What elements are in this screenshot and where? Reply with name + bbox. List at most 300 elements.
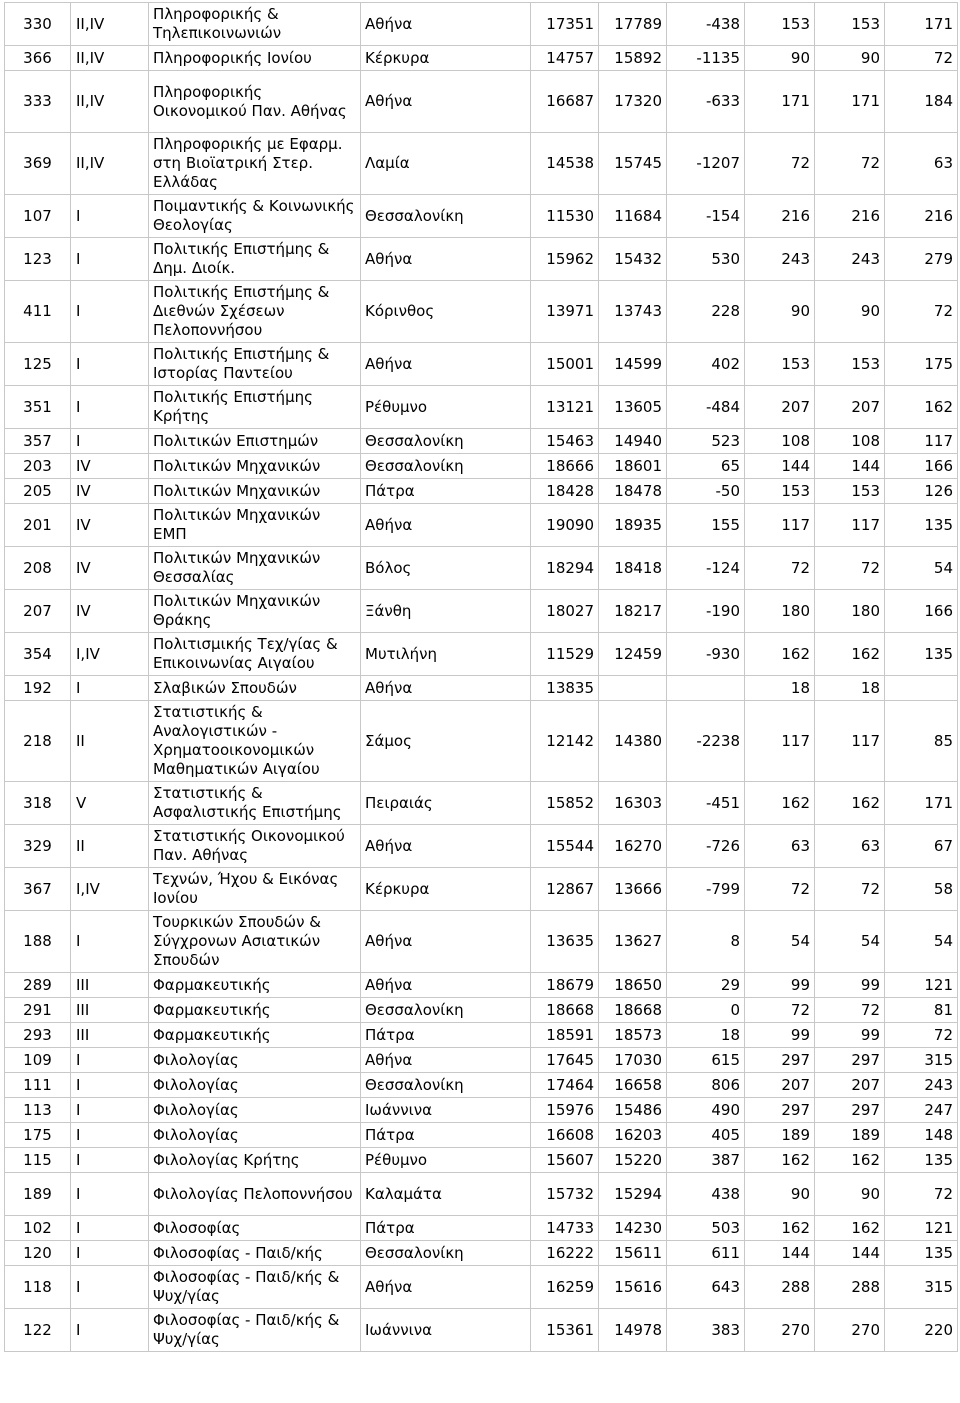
row-positions-2: 270 <box>815 1309 885 1352</box>
row-positions-2: 216 <box>815 195 885 238</box>
row-positions-1: 72 <box>745 547 815 590</box>
row-base-previous: 14230 <box>599 1216 667 1241</box>
table-row <box>5 911 958 973</box>
row-city: Θεσσαλονίκη <box>361 454 531 479</box>
row-field: V <box>71 782 149 825</box>
table-row <box>5 133 958 195</box>
row-field: I <box>71 1241 149 1266</box>
row-field: IV <box>71 504 149 547</box>
row-positions-1: 72 <box>745 868 815 911</box>
row-base-current: 18428 <box>531 479 599 504</box>
row-positions-3: 171 <box>885 782 958 825</box>
row-department: Φαρμακευτικής <box>149 973 361 998</box>
row-field: III <box>71 973 149 998</box>
row-code: 125 <box>5 343 71 386</box>
row-positions-1: 189 <box>745 1123 815 1148</box>
table-row <box>5 71 958 133</box>
row-base-current: 13835 <box>531 676 599 701</box>
row-code: 351 <box>5 386 71 429</box>
row-base-previous: 18217 <box>599 590 667 633</box>
row-difference: -799 <box>667 868 745 911</box>
row-field: II <box>71 701 149 782</box>
row-code: 192 <box>5 676 71 701</box>
row-field: I <box>71 195 149 238</box>
row-city: Ιωάννινα <box>361 1098 531 1123</box>
row-code: 113 <box>5 1098 71 1123</box>
row-positions-2: 108 <box>815 429 885 454</box>
row-field: I <box>71 1173 149 1216</box>
row-positions-3: 54 <box>885 547 958 590</box>
row-code: 189 <box>5 1173 71 1216</box>
row-base-previous: 18478 <box>599 479 667 504</box>
row-department: Φιλοσοφίας - Παιδ/κής <box>149 1241 361 1266</box>
table-row <box>5 1123 958 1148</box>
row-city: Θεσσαλονίκη <box>361 429 531 454</box>
row-positions-1: 207 <box>745 386 815 429</box>
row-field: I <box>71 1123 149 1148</box>
row-city: Πάτρα <box>361 1023 531 1048</box>
table-row <box>5 1023 958 1048</box>
row-field: IV <box>71 479 149 504</box>
row-positions-2: 99 <box>815 1023 885 1048</box>
row-department: Πολιτικής Επιστήμης & Δημ. Διοίκ. <box>149 238 361 281</box>
row-positions-2: 90 <box>815 46 885 71</box>
row-difference: -190 <box>667 590 745 633</box>
row-positions-3: 184 <box>885 71 958 133</box>
row-department: Πληροφορικής Ιονίου <box>149 46 361 71</box>
row-base-previous: 13666 <box>599 868 667 911</box>
row-department: Πολιτισμικής Τεχ/γίας & Επικοινωνίας Αιγαίου <box>149 633 361 676</box>
row-difference: 490 <box>667 1098 745 1123</box>
row-field: I,IV <box>71 633 149 676</box>
row-positions-1: 117 <box>745 504 815 547</box>
row-department: Τεχνών, Ήχου & Εικόνας Ιονίου <box>149 868 361 911</box>
row-code: 201 <box>5 504 71 547</box>
row-department: Στατιστικής Οικονομικού Παν. Αθήνας <box>149 825 361 868</box>
table-row <box>5 1309 958 1352</box>
row-positions-3: 58 <box>885 868 958 911</box>
row-base-previous: 16658 <box>599 1073 667 1098</box>
row-base-current: 15607 <box>531 1148 599 1173</box>
row-positions-3: 121 <box>885 1216 958 1241</box>
table-row <box>5 825 958 868</box>
row-positions-3: 135 <box>885 504 958 547</box>
row-base-previous: 16303 <box>599 782 667 825</box>
row-field: I <box>71 1073 149 1098</box>
row-difference: -1135 <box>667 46 745 71</box>
row-city: Θεσσαλονίκη <box>361 998 531 1023</box>
row-base-previous: 15220 <box>599 1148 667 1173</box>
row-base-current: 19090 <box>531 504 599 547</box>
row-positions-2: 144 <box>815 1241 885 1266</box>
table-row <box>5 1216 958 1241</box>
row-city: Αθήνα <box>361 238 531 281</box>
row-field: II,IV <box>71 133 149 195</box>
row-city: Αθήνα <box>361 343 531 386</box>
row-department: Πολιτικής Επιστήμης & Ιστορίας Παντείου <box>149 343 361 386</box>
row-base-previous: 12459 <box>599 633 667 676</box>
row-base-current: 13635 <box>531 911 599 973</box>
row-city: Πειραιάς <box>361 782 531 825</box>
row-department: Φιλοσοφίας - Παιδ/κής & Ψυχ/γίας <box>149 1309 361 1352</box>
row-positions-3: 117 <box>885 429 958 454</box>
row-base-current: 17351 <box>531 3 599 46</box>
row-city: Κέρκυρα <box>361 46 531 71</box>
row-base-previous: 18668 <box>599 998 667 1023</box>
row-difference: 405 <box>667 1123 745 1148</box>
row-field: I <box>71 343 149 386</box>
row-code: 411 <box>5 281 71 343</box>
row-difference: 387 <box>667 1148 745 1173</box>
table-row <box>5 1148 958 1173</box>
row-base-current: 18668 <box>531 998 599 1023</box>
row-department: Φιλολογίας Κρήτης <box>149 1148 361 1173</box>
row-department: Πολιτικών Μηχανικών Θεσσαλίας <box>149 547 361 590</box>
table-row <box>5 1048 958 1073</box>
row-difference: -1207 <box>667 133 745 195</box>
row-difference: 611 <box>667 1241 745 1266</box>
row-positions-3: 81 <box>885 998 958 1023</box>
row-positions-1: 270 <box>745 1309 815 1352</box>
row-positions-1: 207 <box>745 1073 815 1098</box>
row-department: Πολιτικών Μηχανικών <box>149 479 361 504</box>
row-field: I,IV <box>71 868 149 911</box>
row-city: Καλαμάτα <box>361 1173 531 1216</box>
row-code: 289 <box>5 973 71 998</box>
row-difference: -438 <box>667 3 745 46</box>
row-city: Ξάνθη <box>361 590 531 633</box>
row-city: Ρέθυμνο <box>361 1148 531 1173</box>
row-department: Πολιτικής Επιστήμης & Διεθνών Σχέσεων Πελοποννήσου <box>149 281 361 343</box>
row-base-previous: 17030 <box>599 1048 667 1073</box>
row-department: Πολιτικών Επιστημών <box>149 429 361 454</box>
table-row <box>5 973 958 998</box>
row-difference: -484 <box>667 386 745 429</box>
row-base-previous: 15432 <box>599 238 667 281</box>
row-field: I <box>71 281 149 343</box>
row-base-previous: 14940 <box>599 429 667 454</box>
row-difference: 523 <box>667 429 745 454</box>
row-positions-1: 297 <box>745 1098 815 1123</box>
row-difference: 65 <box>667 454 745 479</box>
table-row <box>5 46 958 71</box>
row-field: II,IV <box>71 3 149 46</box>
row-city: Βόλος <box>361 547 531 590</box>
row-positions-1: 108 <box>745 429 815 454</box>
row-department: Φιλοσοφίας <box>149 1216 361 1241</box>
table-body <box>5 3 958 1352</box>
row-base-current: 16259 <box>531 1266 599 1309</box>
row-city: Αθήνα <box>361 3 531 46</box>
row-positions-3: 148 <box>885 1123 958 1148</box>
row-positions-3: 171 <box>885 3 958 46</box>
row-difference: 438 <box>667 1173 745 1216</box>
row-base-previous: 14380 <box>599 701 667 782</box>
table-row <box>5 195 958 238</box>
row-code: 111 <box>5 1073 71 1098</box>
row-code: 218 <box>5 701 71 782</box>
row-positions-3: 279 <box>885 238 958 281</box>
row-positions-3: 126 <box>885 479 958 504</box>
row-base-current: 18294 <box>531 547 599 590</box>
row-base-previous: 15611 <box>599 1241 667 1266</box>
row-base-current: 15001 <box>531 343 599 386</box>
row-code: 366 <box>5 46 71 71</box>
row-positions-3: 166 <box>885 454 958 479</box>
row-base-previous: 11684 <box>599 195 667 238</box>
row-base-current: 12142 <box>531 701 599 782</box>
row-positions-2: 189 <box>815 1123 885 1148</box>
row-positions-3: 72 <box>885 281 958 343</box>
row-city: Πάτρα <box>361 479 531 504</box>
row-field: III <box>71 998 149 1023</box>
row-difference: -124 <box>667 547 745 590</box>
row-field: I <box>71 1048 149 1073</box>
row-city: Αθήνα <box>361 911 531 973</box>
row-difference: 383 <box>667 1309 745 1352</box>
row-code: 175 <box>5 1123 71 1148</box>
row-department: Σλαβικών Σπουδών <box>149 676 361 701</box>
row-positions-3: 315 <box>885 1266 958 1309</box>
row-difference: -930 <box>667 633 745 676</box>
row-positions-1: 63 <box>745 825 815 868</box>
row-department: Φαρμακευτικής <box>149 1023 361 1048</box>
row-positions-3: 63 <box>885 133 958 195</box>
row-difference: -50 <box>667 479 745 504</box>
row-positions-3: 121 <box>885 973 958 998</box>
row-field: III <box>71 1023 149 1048</box>
row-base-current: 15361 <box>531 1309 599 1352</box>
row-base-current: 14733 <box>531 1216 599 1241</box>
row-positions-3: 162 <box>885 386 958 429</box>
row-base-current: 13971 <box>531 281 599 343</box>
row-difference: 0 <box>667 998 745 1023</box>
row-positions-1: 216 <box>745 195 815 238</box>
row-positions-1: 117 <box>745 701 815 782</box>
row-department: Πολιτικών Μηχανικών <box>149 454 361 479</box>
row-base-current: 18666 <box>531 454 599 479</box>
row-base-current: 17464 <box>531 1073 599 1098</box>
row-positions-3 <box>885 676 958 701</box>
row-positions-3: 135 <box>885 1148 958 1173</box>
row-code: 118 <box>5 1266 71 1309</box>
row-base-current: 15544 <box>531 825 599 868</box>
row-positions-2: 162 <box>815 633 885 676</box>
row-code: 367 <box>5 868 71 911</box>
row-positions-3: 67 <box>885 825 958 868</box>
row-base-previous: 15745 <box>599 133 667 195</box>
row-department: Φιλολογίας <box>149 1098 361 1123</box>
table-row <box>5 590 958 633</box>
row-city: Αθήνα <box>361 504 531 547</box>
row-department: Φιλολογίας <box>149 1123 361 1148</box>
row-department: Πληροφορικής Οικονομικού Παν. Αθήνας <box>149 71 361 133</box>
row-code: 123 <box>5 238 71 281</box>
row-positions-3: 243 <box>885 1073 958 1098</box>
row-base-previous: 18650 <box>599 973 667 998</box>
row-code: 208 <box>5 547 71 590</box>
row-field: I <box>71 1266 149 1309</box>
row-base-current: 16222 <box>531 1241 599 1266</box>
row-base-previous: 17320 <box>599 71 667 133</box>
row-base-previous: 18418 <box>599 547 667 590</box>
row-city: Αθήνα <box>361 825 531 868</box>
row-difference: 155 <box>667 504 745 547</box>
row-positions-3: 175 <box>885 343 958 386</box>
row-positions-1: 180 <box>745 590 815 633</box>
row-difference <box>667 676 745 701</box>
table-row <box>5 238 958 281</box>
row-positions-1: 153 <box>745 3 815 46</box>
row-difference: 530 <box>667 238 745 281</box>
row-positions-1: 72 <box>745 998 815 1023</box>
row-city: Σάμος <box>361 701 531 782</box>
row-base-previous: 18601 <box>599 454 667 479</box>
row-base-previous: 15294 <box>599 1173 667 1216</box>
row-difference: 29 <box>667 973 745 998</box>
row-base-previous <box>599 676 667 701</box>
table-row <box>5 429 958 454</box>
row-code: 115 <box>5 1148 71 1173</box>
row-positions-3: 72 <box>885 46 958 71</box>
row-base-previous: 14978 <box>599 1309 667 1352</box>
row-base-current: 18591 <box>531 1023 599 1048</box>
table-row <box>5 1241 958 1266</box>
table-row <box>5 1266 958 1309</box>
row-field: IV <box>71 547 149 590</box>
row-base-previous: 18573 <box>599 1023 667 1048</box>
row-positions-1: 99 <box>745 1023 815 1048</box>
row-base-previous: 18935 <box>599 504 667 547</box>
table-row <box>5 343 958 386</box>
row-city: Αθήνα <box>361 1048 531 1073</box>
row-department: Πληροφορικής & Τηλεπικοινωνιών <box>149 3 361 46</box>
row-positions-2: 153 <box>815 479 885 504</box>
row-base-previous: 15486 <box>599 1098 667 1123</box>
row-difference: 228 <box>667 281 745 343</box>
row-positions-1: 162 <box>745 633 815 676</box>
row-positions-1: 144 <box>745 454 815 479</box>
table-row <box>5 479 958 504</box>
row-positions-2: 54 <box>815 911 885 973</box>
row-positions-1: 90 <box>745 1173 815 1216</box>
row-city: Ρέθυμνο <box>361 386 531 429</box>
row-field: II,IV <box>71 46 149 71</box>
row-base-current: 17645 <box>531 1048 599 1073</box>
row-base-current: 11529 <box>531 633 599 676</box>
row-code: 207 <box>5 590 71 633</box>
row-city: Πάτρα <box>361 1216 531 1241</box>
table-row <box>5 281 958 343</box>
row-field: I <box>71 386 149 429</box>
row-positions-1: 18 <box>745 676 815 701</box>
row-city: Λαμία <box>361 133 531 195</box>
row-city: Κέρκυρα <box>361 868 531 911</box>
row-base-previous: 16270 <box>599 825 667 868</box>
row-field: I <box>71 1309 149 1352</box>
row-positions-1: 144 <box>745 1241 815 1266</box>
row-positions-2: 90 <box>815 1173 885 1216</box>
row-difference: 806 <box>667 1073 745 1098</box>
row-base-current: 14538 <box>531 133 599 195</box>
table-row <box>5 1073 958 1098</box>
row-difference: -633 <box>667 71 745 133</box>
row-base-previous: 13627 <box>599 911 667 973</box>
row-department: Φιλολογίας Πελοποννήσου <box>149 1173 361 1216</box>
row-code: 107 <box>5 195 71 238</box>
row-positions-1: 90 <box>745 46 815 71</box>
row-positions-2: 180 <box>815 590 885 633</box>
row-difference: -154 <box>667 195 745 238</box>
row-difference: 8 <box>667 911 745 973</box>
row-city: Αθήνα <box>361 1266 531 1309</box>
row-difference: 615 <box>667 1048 745 1073</box>
row-positions-2: 117 <box>815 701 885 782</box>
row-base-previous: 13743 <box>599 281 667 343</box>
row-city: Κόρινθος <box>361 281 531 343</box>
row-positions-2: 162 <box>815 1216 885 1241</box>
row-positions-3: 85 <box>885 701 958 782</box>
row-base-current: 18679 <box>531 973 599 998</box>
row-difference: 643 <box>667 1266 745 1309</box>
row-positions-1: 162 <box>745 782 815 825</box>
row-field: I <box>71 1098 149 1123</box>
row-positions-1: 72 <box>745 133 815 195</box>
row-field: I <box>71 238 149 281</box>
row-base-current: 15732 <box>531 1173 599 1216</box>
row-positions-2: 63 <box>815 825 885 868</box>
row-difference: 402 <box>667 343 745 386</box>
row-field: I <box>71 1148 149 1173</box>
row-base-previous: 15616 <box>599 1266 667 1309</box>
row-positions-1: 162 <box>745 1148 815 1173</box>
row-difference: -726 <box>667 825 745 868</box>
row-field: I <box>71 676 149 701</box>
row-department: Φιλοσοφίας - Παιδ/κής & Ψυχ/γίας <box>149 1266 361 1309</box>
row-field: I <box>71 911 149 973</box>
row-code: 102 <box>5 1216 71 1241</box>
row-positions-2: 72 <box>815 547 885 590</box>
row-city: Αθήνα <box>361 71 531 133</box>
row-base-current: 13121 <box>531 386 599 429</box>
row-code: 291 <box>5 998 71 1023</box>
row-positions-2: 297 <box>815 1098 885 1123</box>
row-city: Αθήνα <box>361 676 531 701</box>
row-positions-2: 153 <box>815 343 885 386</box>
row-code: 369 <box>5 133 71 195</box>
row-department: Φιλολογίας <box>149 1073 361 1098</box>
row-positions-3: 72 <box>885 1173 958 1216</box>
row-positions-2: 72 <box>815 998 885 1023</box>
row-positions-3: 72 <box>885 1023 958 1048</box>
row-code: 333 <box>5 71 71 133</box>
row-city: Ιωάννινα <box>361 1309 531 1352</box>
row-base-previous: 14599 <box>599 343 667 386</box>
row-base-current: 15852 <box>531 782 599 825</box>
row-base-current: 14757 <box>531 46 599 71</box>
row-department: Στατιστικής & Ασφαλιστικής Επιστήμης <box>149 782 361 825</box>
row-positions-3: 166 <box>885 590 958 633</box>
row-base-current: 12867 <box>531 868 599 911</box>
row-positions-3: 135 <box>885 633 958 676</box>
row-field: I <box>71 429 149 454</box>
row-positions-2: 243 <box>815 238 885 281</box>
row-positions-1: 288 <box>745 1266 815 1309</box>
row-positions-2: 99 <box>815 973 885 998</box>
table-row <box>5 547 958 590</box>
row-difference: -451 <box>667 782 745 825</box>
row-base-current: 18027 <box>531 590 599 633</box>
